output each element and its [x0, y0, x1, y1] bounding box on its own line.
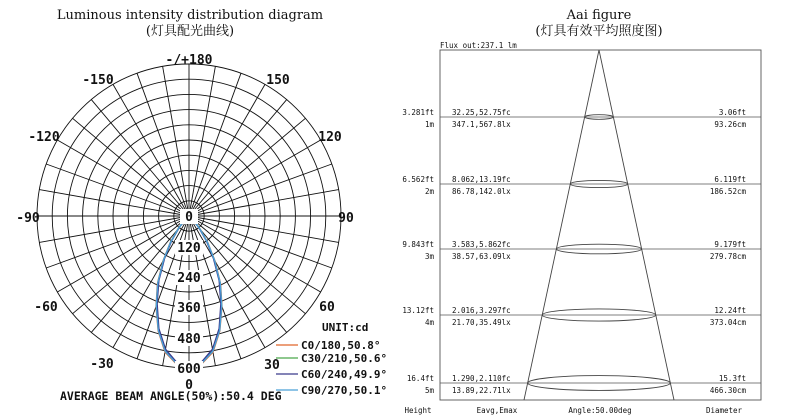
beam-angle-label: AVERAGE BEAM ANGLE(50%):50.4 DEG: [60, 389, 282, 403]
angle-label-60: 60: [319, 300, 335, 315]
cone-edge-left: [524, 50, 599, 400]
height-m: 5m: [424, 386, 434, 395]
footer-diameter: Diameter: [705, 406, 743, 415]
diameter-ft: 9.179ft: [714, 240, 746, 249]
aai-level-2m: [402, 175, 761, 196]
aai-levels: [402, 108, 761, 395]
legend: [276, 339, 387, 397]
illuminance-fc: 8.062,13.19fc: [452, 175, 511, 184]
diameter-cm: 373.04cm: [709, 318, 746, 327]
angle-label-neg60: -60: [34, 300, 58, 315]
polar-subtitle: (灯具配光曲线): [145, 24, 235, 39]
radial-label-240: 240: [177, 271, 201, 286]
legend-label-c0: C0/180,50.8°: [301, 339, 381, 352]
angle-label-0: 0: [185, 378, 193, 393]
angle-label-neg120: -120: [28, 130, 60, 145]
height-ft: 3.281ft: [402, 108, 434, 117]
radial-label-360: 360: [177, 301, 201, 316]
diameter-ft: 15.3ft: [718, 374, 746, 383]
cone-edge-right: [599, 50, 674, 400]
diameter-ft: 6.119ft: [714, 175, 746, 184]
diameter-ft: 12.24ft: [714, 306, 746, 315]
height-m: 1m: [424, 120, 434, 129]
angle-label-neg150: -150: [82, 73, 114, 88]
aai-level-1m: [402, 108, 761, 129]
aai-level-3m: [402, 240, 761, 261]
aai-title: Aai figure: [566, 8, 632, 23]
illuminance-fc: 2.016,3.297fc: [452, 306, 511, 315]
height-ft: 13.12ft: [402, 306, 434, 315]
height-m: 4m: [424, 318, 434, 327]
legend-item-c30: [276, 352, 387, 365]
diameter-cm: 93.26cm: [714, 120, 746, 129]
angle-label-150: 150: [266, 73, 290, 88]
diameter-ft: 3.06ft: [718, 108, 746, 117]
angle-label-180: -/+180: [165, 53, 213, 68]
angle-label-120: 120: [318, 130, 342, 145]
legend-item-c0: [276, 339, 380, 352]
legend-label-c30: C30/210,50.6°: [301, 352, 388, 365]
unit-label: UNIT:cd: [322, 321, 369, 334]
radial-label-600: 600: [177, 362, 201, 377]
polar-diagram: [16, 8, 387, 403]
aai-level-4m: [402, 306, 761, 327]
aai-footer: [404, 406, 742, 415]
aai-subtitle: (灯具有效平均照度图): [535, 24, 663, 39]
footer-height: Height: [404, 406, 432, 415]
legend-item-c90: [276, 384, 387, 397]
diameter-cm: 279.78cm: [709, 252, 746, 261]
radial-label-120: 120: [177, 241, 201, 256]
angle-label-30: 30: [264, 358, 280, 373]
aai-level-5m: [407, 374, 761, 395]
legend-label-c90: C90/270,50.1°: [301, 384, 388, 397]
angle-label-neg90: -90: [16, 211, 40, 226]
legend-label-c60: C60/240,49.9°: [301, 368, 388, 381]
illuminance-lx: 38.57,63.09lx: [452, 252, 511, 261]
angle-label-neg30: -30: [90, 357, 114, 372]
illuminance-fc: 1.290,2.110fc: [452, 374, 511, 383]
legend-item-c60: [276, 368, 387, 381]
height-ft: 9.843ft: [402, 240, 434, 249]
illuminance-lx: 86.78,142.0lx: [452, 187, 511, 196]
aai-figure: [402, 8, 761, 415]
illuminance-lx: 13.89,22.71lx: [452, 386, 511, 395]
radial-label-0: 0: [185, 210, 193, 225]
diameter-cm: 186.52cm: [709, 187, 746, 196]
illuminance-fc: 3.583,5.862fc: [452, 240, 511, 249]
flux-label: Flux out:237.1 lm: [440, 41, 517, 50]
aai-frame: [440, 50, 761, 400]
illuminance-lx: 21.70,35.49lx: [452, 318, 511, 327]
height-m: 3m: [424, 252, 434, 261]
illuminance-lx: 347.1,567.8lx: [452, 120, 511, 129]
illuminance-fc: 32.25,52.75fc: [452, 108, 511, 117]
diameter-cm: 466.30cm: [709, 386, 746, 395]
footer-eavg: Eavg,Emax: [476, 406, 518, 415]
polar-title: Luminous intensity distribution diagram: [56, 8, 324, 23]
radial-label-480: 480: [177, 332, 201, 347]
angle-label-90: 90: [338, 211, 354, 226]
height-m: 2m: [424, 187, 434, 196]
footer-angle: Angle:50.00deg: [568, 406, 632, 415]
height-ft: 16.4ft: [406, 374, 434, 383]
height-ft: 6.562ft: [402, 175, 434, 184]
